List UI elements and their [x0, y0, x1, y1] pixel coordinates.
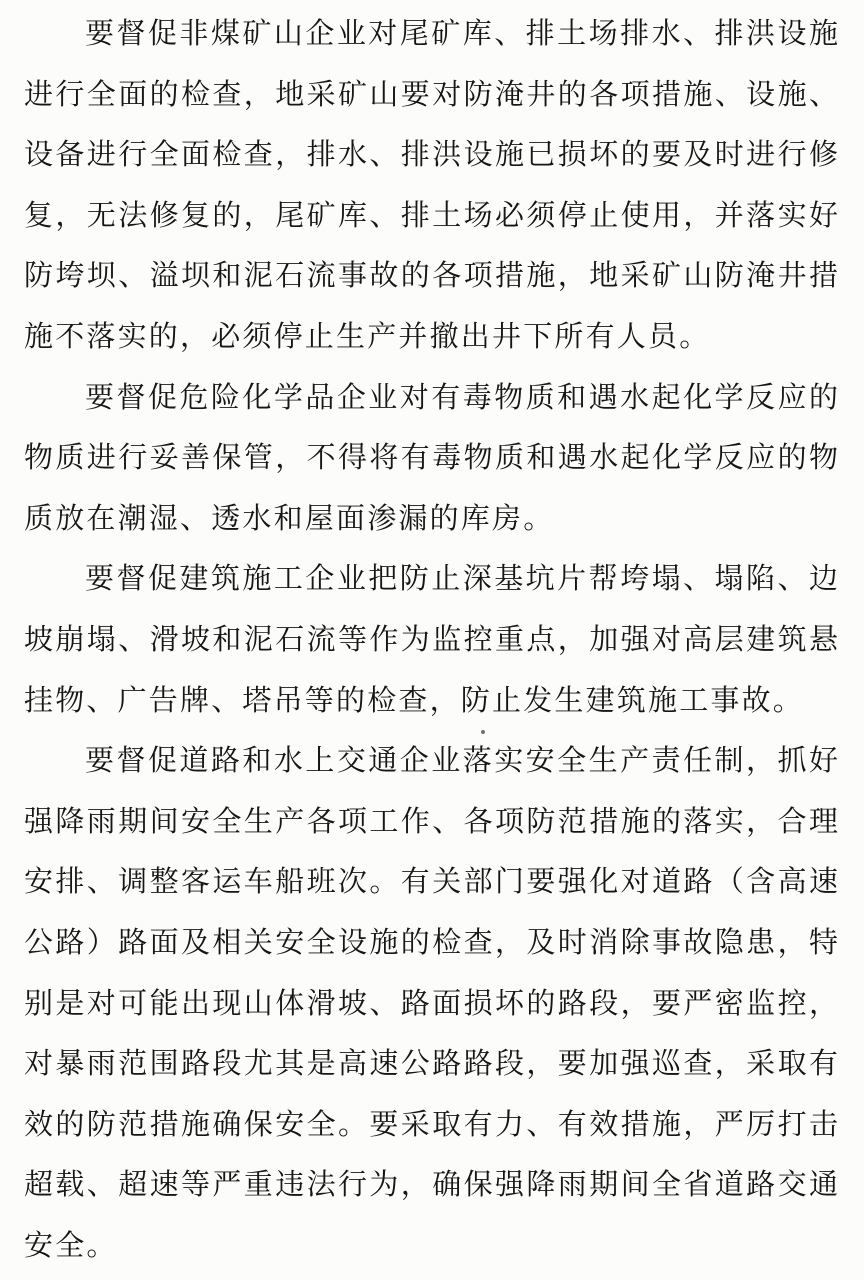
text-line: 防垮坝、溢坝和泥石流事故的各项措施，地采矿山防淹井措: [24, 258, 838, 293]
text-line: 公路）路面及相关安全设施的检查，及时消除事故隐患，特: [24, 924, 838, 959]
text-line: 要督促危险化学品企业对有毒物质和遇水起化学反应的: [85, 379, 838, 414]
text-line: 复，无法修复的，尾矿库、排土场必须停止使用，并落实好: [24, 197, 838, 232]
paragraph: [24, 367, 838, 549]
text-line: 设备进行全面检查，排水、排洪设施已损坏的要及时进行修: [24, 137, 838, 172]
text-line: 要督促建筑施工企业把防止深基坑片帮垮塌、塌陷、边: [85, 561, 838, 596]
scan-speck: [481, 730, 485, 734]
paragraph: [24, 730, 838, 1275]
text-line: 挂物、广告牌、塔吊等的检查，防止发生建筑施工事故。: [24, 682, 805, 717]
text-line: 强降雨期间安全生产各项工作、各项防范措施的落实，合理: [24, 803, 838, 838]
text-line: 超载、超速等严重违法行为，确保强降雨期间全省道路交通: [24, 1167, 838, 1202]
paragraph: [24, 548, 838, 730]
text-line: 施不落实的，必须停止生产并撤出井下所有人员。: [24, 318, 711, 353]
text-line: 物质进行妥善保管，不得将有毒物质和遇水起化学反应的物: [24, 440, 838, 475]
text-line: 安排、调整客运车船班次。有关部门要强化对道路（含高速: [24, 864, 838, 899]
text-line: 效的防范措施确保安全。要采取有力、有效措施，严厉打击: [24, 1106, 838, 1141]
text-line: 进行全面的检查，地采矿山要对防淹井的各项措施、设施、: [24, 76, 838, 111]
text-line: 质放在潮湿、透水和屋面渗漏的库房。: [24, 500, 555, 535]
text-line: 对暴雨范围路段尤其是高速公路路段，要加强巡查，采取有: [24, 1046, 838, 1081]
text-line: 安全。: [24, 1227, 118, 1262]
text-line: 别是对可能出现山体滑坡、路面损坏的路段，要严密监控，: [24, 985, 838, 1020]
paragraph: [24, 3, 838, 367]
text-line: 坡崩塌、滑坡和泥石流等作为监控重点，加强对高层建筑悬: [24, 621, 838, 656]
text-line: 要督促道路和水上交通企业落实安全生产责任制，抓好: [85, 743, 838, 778]
text-line: 要督促非煤矿山企业对尾矿库、排土场排水、排洪设施: [85, 16, 838, 50]
